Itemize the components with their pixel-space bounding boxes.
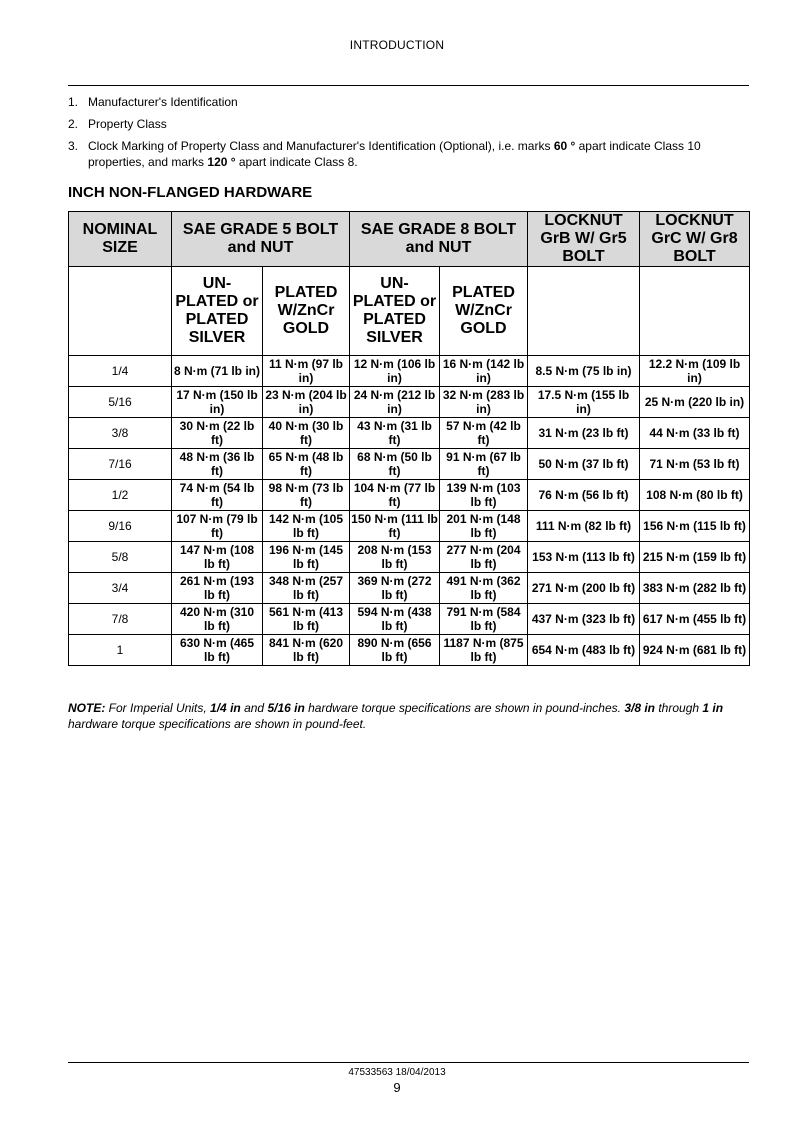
list-item-text-part: Clock Marking of Property Class and Manufacturer's Identification (Optional), i.e. marks [88, 139, 554, 153]
cell-value: 91 N·m (67 lb ft) [440, 449, 528, 480]
cell-value: 654 N·m (483 lb ft) [528, 635, 640, 666]
note-label: NOTE: [68, 701, 106, 715]
header-locknut-grc: LOCKNUT GrC W/ Gr8 BOLT [640, 212, 750, 267]
list-item-text-part: apart indicate Class 10 properties, and marks [88, 139, 701, 169]
cell-size: 3/8 [69, 418, 172, 449]
torque-table [68, 211, 750, 666]
subheader-empty [69, 267, 172, 356]
cell-value: 383 N·m (282 lb ft) [640, 573, 750, 604]
subheader-plated-grade5: PLATED W/ZnCr GOLD [263, 267, 350, 356]
cell-value: 31 N·m (23 lb ft) [528, 418, 640, 449]
table-row [69, 356, 750, 387]
table-row [69, 542, 750, 573]
cell-value: 25 N·m (220 lb in) [640, 387, 750, 418]
cell-value: 108 N·m (80 lb ft) [640, 480, 750, 511]
list-item-bold-value: 120 ° [207, 155, 236, 169]
subheader-empty [528, 267, 640, 356]
list-item-text: Property Class [88, 117, 167, 131]
cell-value: 8 N·m (71 lb in) [172, 356, 263, 387]
header-divider [68, 85, 749, 86]
cell-value: 156 N·m (115 lb ft) [640, 511, 750, 542]
legend-list [68, 94, 753, 176]
cell-value: 142 N·m (105 lb ft) [263, 511, 350, 542]
cell-size: 7/8 [69, 604, 172, 635]
subheader-empty [640, 267, 750, 356]
cell-value: 491 N·m (362 lb ft) [440, 573, 528, 604]
cell-value: 17.5 N·m (155 lb in) [528, 387, 640, 418]
cell-value: 44 N·m (33 lb ft) [640, 418, 750, 449]
cell-value: 348 N·m (257 lb ft) [263, 573, 350, 604]
cell-value: 76 N·m (56 lb ft) [528, 480, 640, 511]
note-text: hardware torque specifications are shown in pound-feet. [68, 717, 367, 731]
note-text: hardware torque specifications are shown in pound-inches. [304, 701, 625, 715]
table-row [69, 511, 750, 542]
cell-value: 11 N·m (97 lb in) [263, 356, 350, 387]
cell-size: 1 [69, 635, 172, 666]
cell-value: 40 N·m (30 lb ft) [263, 418, 350, 449]
cell-value: 215 N·m (159 lb ft) [640, 542, 750, 573]
cell-value: 24 N·m (212 lb in) [350, 387, 440, 418]
list-item-number: 3. [68, 139, 79, 153]
list-item-text: Manufacturer's Identification [88, 95, 238, 109]
cell-value: 12 N·m (106 lb in) [350, 356, 440, 387]
note-bold: 1/4 in [210, 701, 241, 715]
cell-value: 8.5 N·m (75 lb in) [528, 356, 640, 387]
cell-value: 65 N·m (48 lb ft) [263, 449, 350, 480]
cell-value: 594 N·m (438 lb ft) [350, 604, 440, 635]
cell-value: 71 N·m (53 lb ft) [640, 449, 750, 480]
cell-value: 16 N·m (142 lb in) [440, 356, 528, 387]
cell-value: 196 N·m (145 lb ft) [263, 542, 350, 573]
header-sae-grade5: SAE GRADE 5 BOLT and NUT [172, 212, 350, 267]
cell-value: 30 N·m (22 lb ft) [172, 418, 263, 449]
cell-value: 43 N·m (31 lb ft) [350, 418, 440, 449]
cell-value: 201 N·m (148 lb ft) [440, 511, 528, 542]
cell-value: 139 N·m (103 lb ft) [440, 480, 528, 511]
cell-size: 9/16 [69, 511, 172, 542]
header-sae-grade8: SAE GRADE 8 BOLT and NUT [350, 212, 528, 267]
cell-size: 3/4 [69, 573, 172, 604]
subheader-plated-grade8: PLATED W/ZnCr GOLD [440, 267, 528, 356]
page-header-title: INTRODUCTION [349, 38, 445, 52]
list-item-text [88, 138, 753, 170]
page-number: 9 [393, 1080, 401, 1095]
table-row [69, 604, 750, 635]
header-nominal-size: NOMINAL SIZE [69, 212, 172, 267]
table-row [69, 635, 750, 666]
cell-size: 7/16 [69, 449, 172, 480]
list-item [68, 94, 753, 110]
cell-size: 5/8 [69, 542, 172, 573]
cell-value: 369 N·m (272 lb ft) [350, 573, 440, 604]
cell-value: 17 N·m (150 lb in) [172, 387, 263, 418]
cell-value: 261 N·m (193 lb ft) [172, 573, 263, 604]
cell-value: 12.2 N·m (109 lb in) [640, 356, 750, 387]
cell-value: 68 N·m (50 lb ft) [350, 449, 440, 480]
cell-value: 924 N·m (681 lb ft) [640, 635, 750, 666]
cell-value: 630 N·m (465 lb ft) [172, 635, 263, 666]
cell-size: 1/2 [69, 480, 172, 511]
note-bold: 1 in [702, 701, 724, 715]
list-item-text-part: apart indicate Class 8. [235, 155, 358, 169]
note-text: and [240, 701, 268, 715]
list-item-bold-value: 60 ° [553, 139, 576, 153]
cell-value: 111 N·m (82 lb ft) [528, 511, 640, 542]
cell-value: 23 N·m (204 lb in) [263, 387, 350, 418]
table-row [69, 418, 750, 449]
cell-value: 153 N·m (113 lb ft) [528, 542, 640, 573]
cell-value: 104 N·m (77 lb ft) [350, 480, 440, 511]
table-row [69, 480, 750, 511]
cell-value: 50 N·m (37 lb ft) [528, 449, 640, 480]
cell-value: 420 N·m (310 lb ft) [172, 604, 263, 635]
cell-value: 74 N·m (54 lb ft) [172, 480, 263, 511]
table-subheader-row [69, 267, 750, 356]
cell-value: 57 N·m (42 lb ft) [440, 418, 528, 449]
table-row [69, 573, 750, 604]
cell-value: 107 N·m (79 lb ft) [172, 511, 263, 542]
cell-value: 841 N·m (620 lb ft) [263, 635, 350, 666]
cell-value: 791 N·m (584 lb ft) [440, 604, 528, 635]
note-text: For Imperial Units, [105, 701, 211, 715]
cell-size: 5/16 [69, 387, 172, 418]
cell-value: 890 N·m (656 lb ft) [350, 635, 440, 666]
header-locknut-grb: LOCKNUT GrB W/ Gr5 BOLT [528, 212, 640, 267]
list-item [68, 138, 753, 170]
cell-value: 617 N·m (455 lb ft) [640, 604, 750, 635]
list-item-number: 1. [68, 95, 79, 109]
table-header-row [69, 212, 750, 267]
cell-value: 561 N·m (413 lb ft) [263, 604, 350, 635]
note-paragraph [68, 700, 749, 732]
list-item-number: 2. [68, 117, 79, 131]
subheader-unplated-grade8: UN-PLATED or PLATED SILVER [350, 267, 440, 356]
cell-value: 150 N·m (111 lb ft) [351, 512, 438, 540]
cell-value: 277 N·m (204 lb ft) [440, 542, 528, 573]
table-row [69, 449, 750, 480]
subheader-unplated-grade5: UN-PLATED or PLATED SILVER [172, 267, 263, 356]
note-bold: 5/16 in [267, 701, 305, 715]
cell-value: 32 N·m (283 lb in) [440, 387, 528, 418]
cell-size: 1/4 [69, 356, 172, 387]
cell-value: 48 N·m (36 lb ft) [172, 449, 263, 480]
list-item [68, 116, 753, 132]
cell-value: 98 N·m (73 lb ft) [263, 480, 350, 511]
table-row [69, 387, 750, 418]
section-title: INCH NON-FLANGED HARDWARE [68, 184, 313, 201]
cell-value: 147 N·m (108 lb ft) [172, 542, 263, 573]
cell-value: 271 N·m (200 lb ft) [528, 573, 640, 604]
cell-value: 208 N·m (153 lb ft) [350, 542, 440, 573]
footer-divider [68, 1062, 749, 1063]
note-bold: 3/8 in [624, 701, 656, 715]
footer-document-id: 47533563 18/04/2013 [348, 1067, 446, 1078]
note-text: through [655, 701, 703, 715]
cell-value: 437 N·m (323 lb ft) [528, 604, 640, 635]
cell-value: 1187 N·m (875 lb ft) [440, 635, 528, 666]
